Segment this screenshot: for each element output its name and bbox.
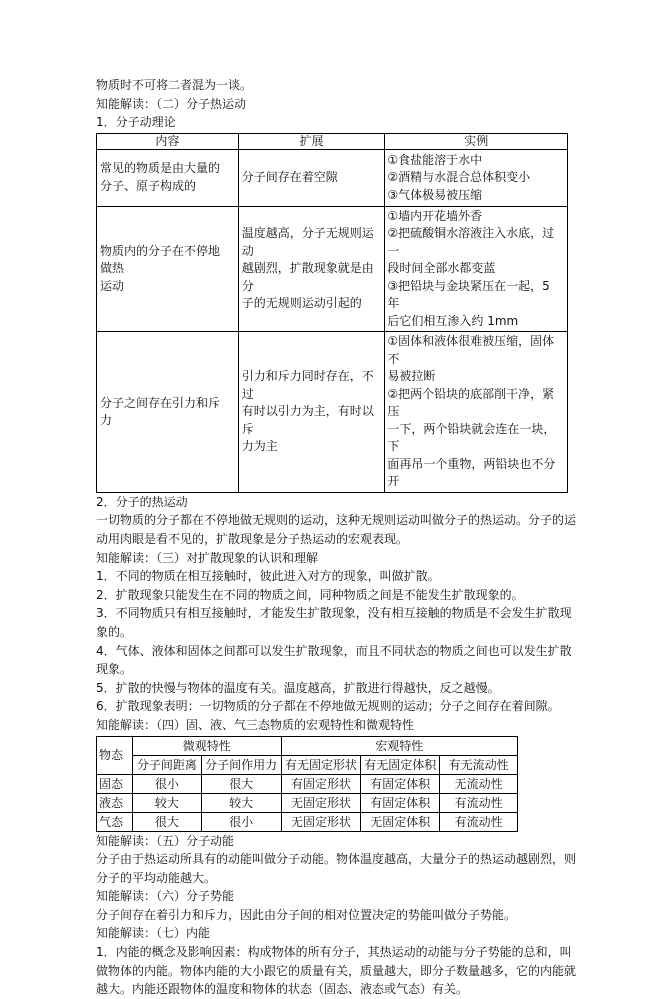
table-cell: 无流动性 <box>440 774 518 793</box>
paragraph-line: 越大。内能还跟物体的温度和物体的状态（固态、液态或气态）有关。 <box>96 982 469 997</box>
table-cell-examples: ①食盐能溶于水中 ②酒精与水混合总体积变小 ③气体极易被压缩 <box>385 149 568 206</box>
list-item: 6．扩散现象表明：一切物质的分子都在不停地做无规则的运动；分子之间存在着间隙。 <box>96 699 560 714</box>
list-item: 1．不同的物质在相互接触时，彼此进入对方的现象，叫做扩散。 <box>96 569 440 584</box>
list-item-continuation: 现象。 <box>96 662 133 677</box>
subheader-cell: 有无流动性 <box>440 755 518 774</box>
table-cell: 无固定体积 <box>361 812 440 831</box>
state-cell: 气态 <box>97 812 133 831</box>
paragraph-line: 1．内能的概念及影响因素：构成物体的所有分子，其热运动的动能与分子势能的总和，叫 <box>96 945 572 960</box>
table-cell-extension: 分子间存在着空隙 <box>238 149 385 206</box>
table-row <box>97 793 518 812</box>
header-macro: 宏观特性 <box>281 736 517 755</box>
kinetic-theory-table <box>96 133 568 493</box>
table-cell: 很小 <box>132 774 201 793</box>
table-cell-examples: ①固体和液体很难被压缩，固体不 易被拉断 ②把两个铅块的底部削干净，紧压 一下，两个铅块就会连在一块，下 面再吊一个重物，两铅块也不分开 <box>385 332 568 493</box>
paragraph-line: 动用肉眼是看不见的，扩散现象是分子热运动的宏观表现。 <box>96 531 409 546</box>
header-examples: 实例 <box>385 133 568 149</box>
header-extension: 扩展 <box>238 133 385 149</box>
table-cell-examples: ①墙内开花墙外香 ②把硫酸铜水溶液注入水底，过一 段时间全部水都变蓝 ③把铅块与金块紧压在一起，5 年 后它们相互渗入约 1mm <box>385 206 568 332</box>
section-heading-molecular-potential-energy: 知能解读：（六）分子势能 <box>96 889 235 904</box>
table-cell: 较大 <box>132 793 201 812</box>
table-row <box>97 332 568 493</box>
intro-line: 物质时不可将二者混为一谈。 <box>96 78 253 92</box>
table-cell: 有流动性 <box>440 812 518 831</box>
paragraph-line: 一切物质的分子都在不停地做无规则的运动，这种无规则运动叫做分子的热运动。分子的运 <box>96 513 577 528</box>
table-subheader-row <box>97 755 518 774</box>
subheader-cell: 有无固定体积 <box>361 755 440 774</box>
table-header-row <box>97 736 518 755</box>
list-item: 3．不同物质只有相互接触时，才能发生扩散现象，没有相互接触的物质是不会发生扩散现 <box>96 606 572 621</box>
section-heading-diffusion: 知能解读：（三）对扩散现象的认识和理解 <box>96 550 319 565</box>
list-item-continuation: 象的。 <box>96 624 133 639</box>
subsection-title-kinetic-theory: 1．分子动理论 <box>96 115 176 130</box>
header-state: 物态 <box>97 736 133 774</box>
paragraph-line: 分子间存在着引力和斥力，因此由分子间的相对位置决定的势能叫做分子势能。 <box>96 907 517 922</box>
state-cell: 液态 <box>97 793 133 812</box>
table-cell-extension: 引力和斥力同时存在，不过 有时以引力为主，有时以斥 力为主 <box>238 332 385 493</box>
list-item: 2．扩散现象只能发生在不同的物质之间，同种物质之间是不能发生扩散现象的。 <box>96 587 524 602</box>
table-header-row <box>97 133 568 149</box>
subheader-cell: 分子间距离 <box>132 755 201 774</box>
subsection-title-thermal-motion: 2．分子的热运动 <box>96 494 188 509</box>
header-micro: 微观特性 <box>132 736 281 755</box>
table-cell: 无固定形状 <box>281 812 361 831</box>
section-heading-molecular-kinetic-energy: 知能解读：（五）分子动能 <box>96 833 235 848</box>
paragraph-line: 做物体的内能。物体内能的大小跟它的质量有关，质量越大，即分子数量越多，它的内能就 <box>96 963 577 978</box>
table-row <box>97 812 518 831</box>
table-cell: 有固定体积 <box>361 774 440 793</box>
table-cell: 很大 <box>201 774 281 793</box>
table-cell: 有固定体积 <box>361 793 440 812</box>
states-of-matter-table <box>96 736 518 832</box>
table-cell: 较大 <box>201 793 281 812</box>
list-item: 5．扩散的快慢与物体的温度有关。温度越高，扩散进行得越快，反之越慢。 <box>96 680 500 695</box>
subheader-cell: 分子间作用力 <box>201 755 281 774</box>
table-cell: 无固定形状 <box>281 793 361 812</box>
table-cell: 有固定形状 <box>281 774 361 793</box>
section-heading-three-states: 知能解读：（四）固、液、气三态物质的宏观特性和微观特性 <box>96 717 415 732</box>
table-cell-content: 分子之间存在引力和斥 力 <box>97 332 239 493</box>
section-heading-internal-energy: 知能解读：（七）内能 <box>96 926 211 941</box>
document-page <box>96 76 577 999</box>
table-row <box>97 774 518 793</box>
table-cell-content: 常见的物质是由大量的 分子、原子构成的 <box>97 149 239 206</box>
state-cell: 固态 <box>97 774 133 793</box>
table-cell: 很小 <box>201 812 281 831</box>
subheader-cell: 有无固定形状 <box>281 755 361 774</box>
paragraph-line: 分子由于热运动所具有的动能叫做分子动能。物体温度越高，大量分子的热运动越剧烈，则 <box>96 852 577 867</box>
table-cell: 很大 <box>132 812 201 831</box>
table-cell-content: 物质内的分子在不停地 做热 运动 <box>97 206 239 332</box>
section-heading-thermal-motion: 知能解读：（二）分子热运动 <box>96 96 247 111</box>
table-row <box>97 149 568 206</box>
table-cell-extension: 温度越高，分子无规则运动 越剧烈，扩散现象就是由分 子的无规则运动引起的 <box>238 206 385 332</box>
table-cell: 有流动性 <box>440 793 518 812</box>
paragraph-line: 分子的平均动能越大。 <box>96 870 217 885</box>
table-row <box>97 206 568 332</box>
list-item: 4．气体、液体和固体之间都可以发生扩散现象，而且不同状态的物质之间也可以发生扩散 <box>96 643 572 658</box>
header-content: 内容 <box>97 133 239 149</box>
